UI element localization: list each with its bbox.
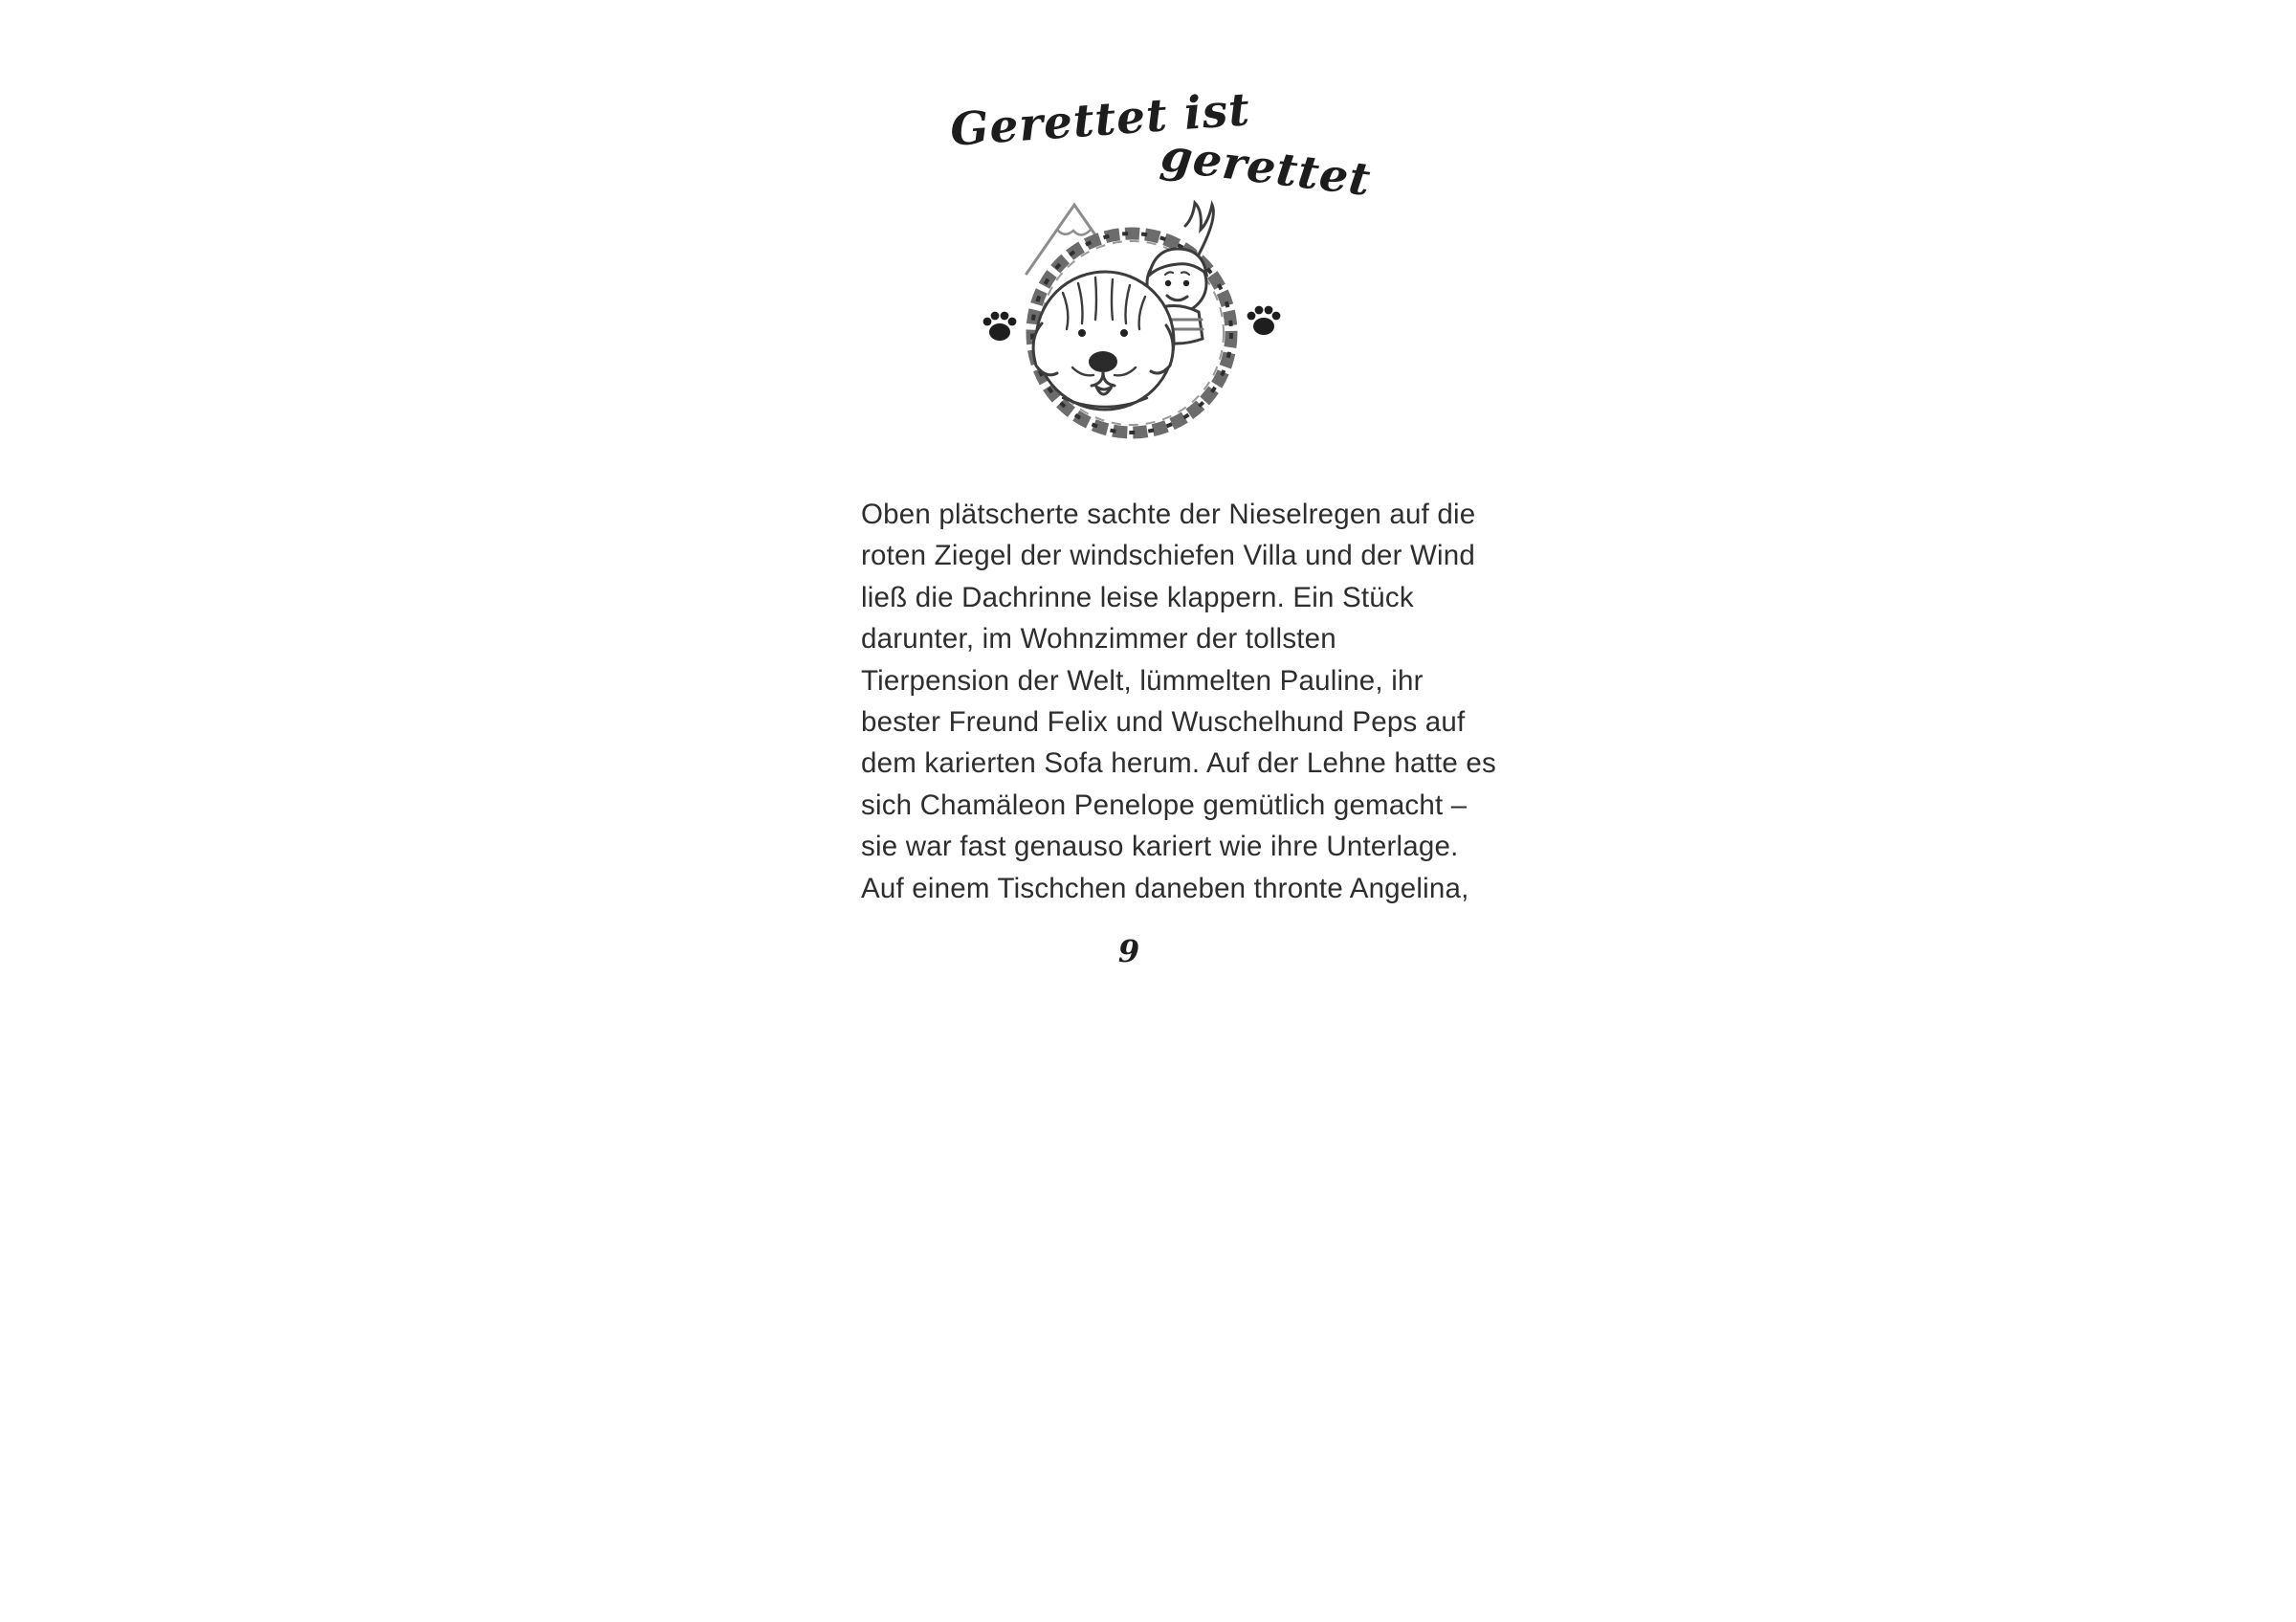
text-line: dem karierten Sofa herum. Auf der Lehne hatte es — [861, 747, 1496, 780]
chapter-illustration — [971, 180, 1296, 448]
dog-illustration — [1033, 272, 1174, 410]
text-line: Tierpension der Welt, lümmelten Pauline, ihr — [861, 664, 1424, 697]
text-line: Oben plätscherte sachte der Nieselregen auf die — [861, 499, 1476, 530]
text-line: sich Chamäleon Penelope gemütlich gemacht – — [861, 789, 1468, 821]
text-line: ließ die Dachrinne leise klappern. Ein Stück — [861, 581, 1414, 613]
text-line: darunter, im Wohnzimmer der tollsten — [861, 623, 1336, 655]
page-number: 9 — [1117, 933, 1140, 969]
body-text — [861, 494, 1496, 909]
text-line: Auf einem Tischchen daneben thronte Angelina, — [861, 872, 1469, 904]
chapter-title-line-2: gerettet — [1158, 128, 1374, 208]
paw-print-icon-left — [983, 312, 1017, 341]
text-line: roten Ziegel der windschiefen Villa und der Wind — [861, 540, 1476, 572]
text-line: sie war fast genauso kariert wie ihre Unterlage. — [861, 831, 1459, 863]
paw-print-icon-right — [1247, 306, 1281, 335]
chapter-title-line-1: Gerettet ist — [948, 83, 1252, 157]
girl-and-dog-illustration — [971, 180, 1296, 448]
text-line: bester Freund Felix und Wuschelhund Peps auf — [861, 706, 1466, 739]
